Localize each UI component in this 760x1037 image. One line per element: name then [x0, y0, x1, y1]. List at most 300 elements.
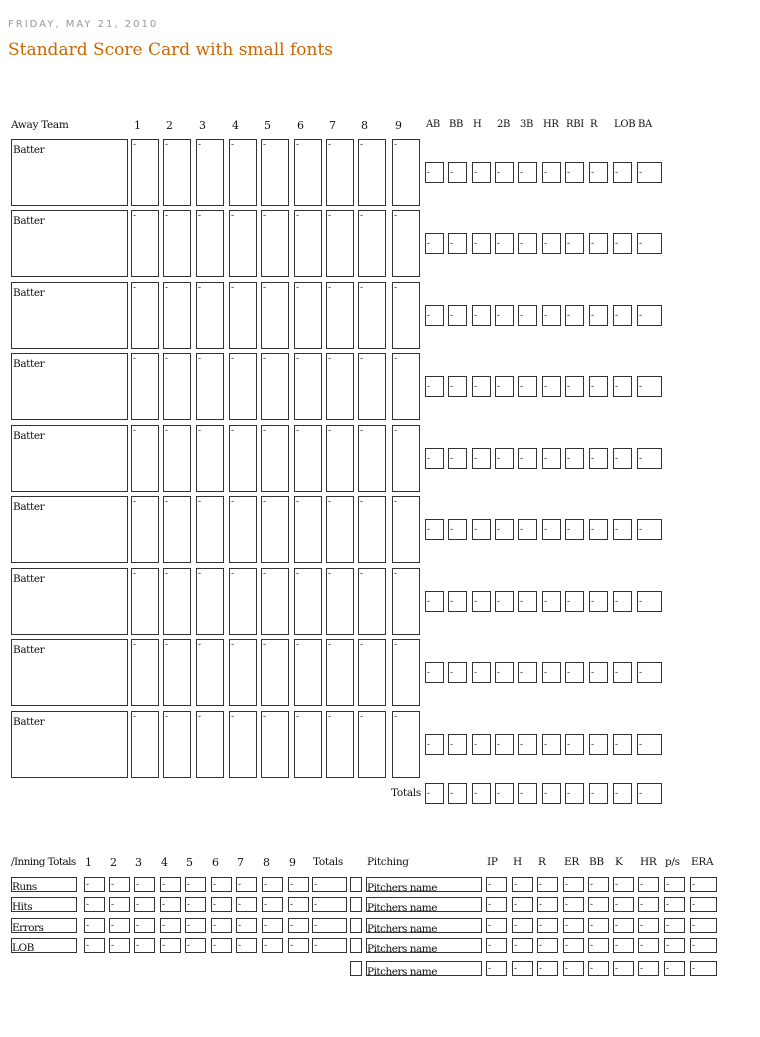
inning-cell[interactable]: [229, 425, 257, 492]
inning-cell[interactable]: [163, 568, 191, 635]
inning-cell[interactable]: [261, 425, 289, 492]
stat-cell-bb[interactable]: [448, 233, 467, 254]
pitching-stat-cell[interactable]: [563, 918, 584, 933]
summary-inning-cell[interactable]: [262, 877, 283, 892]
pitching-stat-cell[interactable]: [537, 961, 558, 976]
pitching-stat-cell[interactable]: [690, 897, 717, 912]
stat-cell-rbi[interactable]: [565, 734, 584, 755]
summary-inning-cell[interactable]: [262, 938, 283, 953]
stat-cell-rbi[interactable]: [565, 519, 584, 540]
pitcher-checkbox[interactable]: [350, 877, 362, 892]
stat-cell-bb[interactable]: [448, 305, 467, 326]
inning-cell[interactable]: [196, 496, 224, 563]
summary-inning-cell[interactable]: [211, 938, 232, 953]
inning-cell[interactable]: [163, 496, 191, 563]
stat-cell-h[interactable]: [472, 519, 491, 540]
stat-cell-2b[interactable]: [495, 519, 514, 540]
stat-cell-lob[interactable]: [613, 233, 632, 254]
pitching-stat-cell[interactable]: [664, 961, 685, 976]
pitching-stat-cell[interactable]: [638, 918, 659, 933]
stat-cell-r[interactable]: [589, 448, 608, 469]
inning-cell[interactable]: [163, 139, 191, 206]
inning-cell[interactable]: [163, 711, 191, 778]
summary-inning-cell[interactable]: [109, 897, 130, 912]
inning-cell[interactable]: [163, 425, 191, 492]
summary-row-label: Hits: [12, 901, 33, 913]
stat-cell-h[interactable]: [472, 162, 491, 183]
stat-cell-hr[interactable]: [542, 233, 561, 254]
summary-inning-cell[interactable]: [160, 938, 181, 953]
pitching-stat-cell[interactable]: [512, 938, 533, 953]
inning-cell[interactable]: [392, 210, 420, 277]
stat-cell-ba[interactable]: [637, 305, 662, 326]
pitching-stat-cell[interactable]: [690, 918, 717, 933]
inning-cell[interactable]: [326, 353, 354, 420]
inning-cell[interactable]: [229, 568, 257, 635]
cell-mark: -: [296, 426, 300, 436]
pitching-stat-cell[interactable]: [512, 897, 533, 912]
totals-cell-r[interactable]: [589, 783, 608, 804]
cell-mark: -: [187, 880, 191, 890]
inning-cell[interactable]: [294, 568, 322, 635]
stat-cell-hr[interactable]: [542, 448, 561, 469]
pitching-stat-cell[interactable]: [664, 918, 685, 933]
summary-row-label: LOB: [12, 942, 34, 954]
pitcher-name-cell[interactable]: [366, 918, 482, 933]
stat-cell-lob[interactable]: [613, 162, 632, 183]
pitching-stat-cell[interactable]: [563, 938, 584, 953]
totals-cell-2b[interactable]: [495, 783, 514, 804]
pitching-stat-cell[interactable]: [690, 877, 717, 892]
inning-cell[interactable]: [229, 639, 257, 706]
stat-cell-2b[interactable]: [495, 734, 514, 755]
stat-cell-ab[interactable]: [425, 448, 444, 469]
totals-cell-h[interactable]: [472, 783, 491, 804]
pitching-stat-cell[interactable]: [588, 938, 609, 953]
pitching-stat-cell[interactable]: [537, 897, 558, 912]
pitching-stat-cell[interactable]: [512, 961, 533, 976]
stat-cell-h[interactable]: [472, 662, 491, 683]
post-title[interactable]: Standard Score Card with small fonts: [8, 40, 334, 60]
stat-cell-2b[interactable]: [495, 448, 514, 469]
stat-cell-hr[interactable]: [542, 376, 561, 397]
stat-cell-r[interactable]: [589, 662, 608, 683]
stat-cell-r[interactable]: [589, 591, 608, 612]
inning-cell[interactable]: [326, 139, 354, 206]
inning-cell[interactable]: [229, 139, 257, 206]
inning-cell[interactable]: [358, 282, 386, 349]
inning-cell[interactable]: [358, 139, 386, 206]
pitching-stat-cell[interactable]: [638, 938, 659, 953]
inning-cell[interactable]: [131, 639, 159, 706]
summary-inning-cell[interactable]: [160, 918, 181, 933]
pitching-stat-cell[interactable]: [588, 877, 609, 892]
summary-inning-cell[interactable]: [84, 897, 105, 912]
stat-cell-rbi[interactable]: [565, 662, 584, 683]
pitching-stat-cell[interactable]: [613, 897, 634, 912]
pitching-stat-cell[interactable]: [537, 877, 558, 892]
pitching-stat-cell[interactable]: [664, 897, 685, 912]
stat-cell-ba[interactable]: [637, 662, 662, 683]
inning-cell[interactable]: [392, 282, 420, 349]
stat-cell-hr[interactable]: [542, 305, 561, 326]
inning-cell[interactable]: [294, 711, 322, 778]
pitching-stat-cell[interactable]: [664, 877, 685, 892]
summary-inning-cell[interactable]: [185, 918, 206, 933]
summary-inning-cell[interactable]: [236, 877, 257, 892]
inning-cell[interactable]: [358, 496, 386, 563]
totals-cell-ab[interactable]: [425, 783, 444, 804]
summary-inning-cell[interactable]: [211, 918, 232, 933]
cell-mark: -: [474, 668, 478, 678]
stat-cell-lob[interactable]: [613, 305, 632, 326]
pitching-stat-cell[interactable]: [690, 938, 717, 953]
summary-inning-cell[interactable]: [109, 938, 130, 953]
inning-cell[interactable]: [358, 353, 386, 420]
stat-cell-lob[interactable]: [613, 519, 632, 540]
inning-cell[interactable]: [392, 496, 420, 563]
inning-cell[interactable]: [392, 711, 420, 778]
stat-cell-rbi[interactable]: [565, 305, 584, 326]
batter-cell[interactable]: [11, 639, 128, 706]
inning-cell[interactable]: [392, 568, 420, 635]
cell-mark: -: [520, 454, 524, 464]
inning-cell[interactable]: [261, 568, 289, 635]
totals-cell-3b[interactable]: [518, 783, 537, 804]
stat-cell-ab[interactable]: [425, 305, 444, 326]
summary-inning-cell[interactable]: [211, 877, 232, 892]
pitching-stat-cell[interactable]: [588, 897, 609, 912]
inning-cell[interactable]: [131, 210, 159, 277]
inning-cell[interactable]: [261, 210, 289, 277]
totals-cell-bb[interactable]: [448, 783, 467, 804]
stat-cell-hr[interactable]: [542, 162, 561, 183]
cell-mark: -: [328, 640, 332, 650]
summary-inning-cell[interactable]: [185, 938, 206, 953]
inning-cell[interactable]: [229, 496, 257, 563]
stat-cell-bb[interactable]: [448, 162, 467, 183]
stat-cell-r[interactable]: [589, 519, 608, 540]
pitching-stat-cell[interactable]: [690, 961, 717, 976]
pitching-stat-cell[interactable]: [486, 877, 507, 892]
pitcher-name-cell[interactable]: [366, 877, 482, 892]
summary-inning-cell[interactable]: [288, 938, 309, 953]
inning-cell[interactable]: [261, 353, 289, 420]
summary-inning-cell[interactable]: [134, 877, 155, 892]
batter-cell[interactable]: [11, 282, 128, 349]
summary-inning-cell[interactable]: [84, 918, 105, 933]
stat-cell-rbi[interactable]: [565, 591, 584, 612]
inning-cell[interactable]: [326, 639, 354, 706]
stat-cell-ab[interactable]: [425, 162, 444, 183]
summary-totals-cell[interactable]: [312, 938, 347, 953]
inning-cell[interactable]: [131, 568, 159, 635]
totals-cell-rbi[interactable]: [565, 783, 584, 804]
pitching-stat-cell[interactable]: [638, 897, 659, 912]
stat-cell-bb[interactable]: [448, 448, 467, 469]
stat-cell-3b[interactable]: [518, 591, 537, 612]
stat-cell-rbi[interactable]: [565, 376, 584, 397]
stat-cell-ba[interactable]: [637, 519, 662, 540]
inning-cell[interactable]: [326, 282, 354, 349]
summary-inning-cell[interactable]: [109, 918, 130, 933]
summary-inning-cell[interactable]: [211, 897, 232, 912]
inning-cell[interactable]: [326, 711, 354, 778]
pitching-stat-cell[interactable]: [563, 897, 584, 912]
stat-cell-lob[interactable]: [613, 376, 632, 397]
inning-cell[interactable]: [392, 139, 420, 206]
stat-cell-ba[interactable]: [637, 162, 662, 183]
summary-totals-cell[interactable]: [312, 918, 347, 933]
stat-cell-bb[interactable]: [448, 591, 467, 612]
inning-cell[interactable]: [131, 282, 159, 349]
stat-cell-ab[interactable]: [425, 233, 444, 254]
summary-inning-cell[interactable]: [185, 897, 206, 912]
inning-cell[interactable]: [294, 425, 322, 492]
pitching-stat-cell[interactable]: [486, 961, 507, 976]
summary-inning-cell[interactable]: [134, 938, 155, 953]
stat-cell-hr[interactable]: [542, 591, 561, 612]
inning-cell[interactable]: [261, 639, 289, 706]
stat-cell-r[interactable]: [589, 376, 608, 397]
stat-cell-h[interactable]: [472, 305, 491, 326]
stat-cell-ba[interactable]: [637, 591, 662, 612]
inning-cell[interactable]: [261, 139, 289, 206]
pitcher-checkbox[interactable]: [350, 897, 362, 912]
inning-cell[interactable]: [392, 353, 420, 420]
inning-cell[interactable]: [358, 425, 386, 492]
inning-cell[interactable]: [196, 282, 224, 349]
stat-cell-lob[interactable]: [613, 662, 632, 683]
inning-cell[interactable]: [358, 568, 386, 635]
stat-cell-hr[interactable]: [542, 734, 561, 755]
batter-cell[interactable]: [11, 568, 128, 635]
pitching-stat-cell[interactable]: [537, 938, 558, 953]
inning-cell[interactable]: [196, 568, 224, 635]
stat-cell-hr[interactable]: [542, 662, 561, 683]
inning-cell[interactable]: [294, 139, 322, 206]
cell-mark: -: [263, 640, 267, 650]
stat-cell-r[interactable]: [589, 734, 608, 755]
inning-cell[interactable]: [261, 282, 289, 349]
pitching-stat-cell[interactable]: [512, 918, 533, 933]
pitcher-checkbox[interactable]: [350, 918, 362, 933]
inning-cell[interactable]: [294, 639, 322, 706]
cell-mark: -: [427, 454, 431, 464]
inning-cell[interactable]: [163, 210, 191, 277]
inning-cell[interactable]: [163, 353, 191, 420]
inning-cell[interactable]: [131, 425, 159, 492]
cell-mark: -: [640, 921, 644, 931]
inning-cell[interactable]: [196, 711, 224, 778]
stat-cell-r[interactable]: [589, 305, 608, 326]
inning-cell[interactable]: [131, 139, 159, 206]
inning-cell[interactable]: [294, 282, 322, 349]
inning-cell[interactable]: [294, 353, 322, 420]
stat-cell-3b[interactable]: [518, 162, 537, 183]
cell-mark: -: [264, 900, 268, 910]
stat-cell-bb[interactable]: [448, 662, 467, 683]
stat-cell-h[interactable]: [472, 734, 491, 755]
pitching-stat-cell[interactable]: [664, 938, 685, 953]
inning-cell[interactable]: [196, 210, 224, 277]
batter-cell[interactable]: [11, 711, 128, 778]
stat-cell-ab[interactable]: [425, 591, 444, 612]
stat-cell-ab[interactable]: [425, 662, 444, 683]
inning-cell[interactable]: [326, 568, 354, 635]
inning-cell[interactable]: [358, 639, 386, 706]
stat-cell-rbi[interactable]: [565, 448, 584, 469]
stat-cell-2b[interactable]: [495, 305, 514, 326]
pitcher-name-cell[interactable]: [366, 897, 482, 912]
inning-cell[interactable]: [326, 210, 354, 277]
pitching-stat-cell[interactable]: [486, 897, 507, 912]
stat-cell-h[interactable]: [472, 376, 491, 397]
stat-cell-bb[interactable]: [448, 376, 467, 397]
summary-inning-cell[interactable]: [262, 918, 283, 933]
stat-cell-ba[interactable]: [637, 448, 662, 469]
pitching-stat-cell[interactable]: [512, 877, 533, 892]
summary-inning-cell[interactable]: [288, 877, 309, 892]
inning-cell[interactable]: [326, 496, 354, 563]
pitching-stat-cell[interactable]: [613, 938, 634, 953]
stat-cell-r[interactable]: [589, 233, 608, 254]
summary-inning-cell[interactable]: [236, 897, 257, 912]
inning-cell[interactable]: [196, 139, 224, 206]
inning-cell[interactable]: [131, 353, 159, 420]
stat-cell-hr[interactable]: [542, 519, 561, 540]
totals-cell-hr[interactable]: [542, 783, 561, 804]
inning-cell[interactable]: [358, 210, 386, 277]
stat-cell-3b[interactable]: [518, 662, 537, 683]
pitcher-name-cell[interactable]: [366, 938, 482, 953]
summary-totals-cell[interactable]: [312, 897, 347, 912]
summary-inning-cell[interactable]: [236, 918, 257, 933]
stat-cell-bb[interactable]: [448, 734, 467, 755]
summary-inning-cell[interactable]: [288, 897, 309, 912]
stat-cell-3b[interactable]: [518, 305, 537, 326]
inning-cell[interactable]: [229, 353, 257, 420]
stat-cell-h[interactable]: [472, 448, 491, 469]
pitching-stat-cell[interactable]: [486, 938, 507, 953]
stat-cell-2b[interactable]: [495, 233, 514, 254]
pitching-stat-cell[interactable]: [537, 918, 558, 933]
cell-mark: -: [591, 597, 595, 607]
inning-cell[interactable]: [261, 711, 289, 778]
summary-inning-cell[interactable]: [134, 918, 155, 933]
totals-cell-lob[interactable]: [613, 783, 632, 804]
stat-cell-rbi[interactable]: [565, 162, 584, 183]
stat-cell-2b[interactable]: [495, 376, 514, 397]
inning-cell[interactable]: [229, 210, 257, 277]
stat-cell-ab[interactable]: [425, 376, 444, 397]
inning-cell[interactable]: [196, 639, 224, 706]
stat-cell-ba[interactable]: [637, 734, 662, 755]
inning-cell[interactable]: [131, 496, 159, 563]
summary-inning-cell[interactable]: [185, 877, 206, 892]
summary-inning-cell[interactable]: [109, 877, 130, 892]
stat-cell-2b[interactable]: [495, 662, 514, 683]
inning-cell[interactable]: [229, 282, 257, 349]
cell-mark: -: [86, 900, 90, 910]
batter-cell[interactable]: [11, 210, 128, 277]
inning-cell[interactable]: [196, 353, 224, 420]
stat-cell-3b[interactable]: [518, 519, 537, 540]
inning-cell[interactable]: [358, 711, 386, 778]
pitching-stat-cell[interactable]: [563, 961, 584, 976]
pitching-stat-cell[interactable]: [588, 961, 609, 976]
inning-cell[interactable]: [392, 639, 420, 706]
summary-inning-cell[interactable]: [236, 938, 257, 953]
summary-inning-cell[interactable]: [84, 938, 105, 953]
batter-cell[interactable]: [11, 139, 128, 206]
pitching-stat-cell[interactable]: [563, 877, 584, 892]
inning-cell[interactable]: [163, 282, 191, 349]
summary-inning-cell[interactable]: [262, 897, 283, 912]
batter-cell[interactable]: [11, 353, 128, 420]
pitcher-name-cell[interactable]: [366, 961, 482, 976]
pitcher-checkbox[interactable]: [350, 961, 362, 976]
pitching-stat-cell[interactable]: [613, 961, 634, 976]
summary-totals-cell[interactable]: [312, 877, 347, 892]
stat-cell-ba[interactable]: [637, 376, 662, 397]
batter-cell[interactable]: [11, 496, 128, 563]
inning-cell[interactable]: [261, 496, 289, 563]
summary-inning-cell[interactable]: [160, 897, 181, 912]
inning-cell[interactable]: [196, 425, 224, 492]
stat-cell-h[interactable]: [472, 233, 491, 254]
stat-cell-ba[interactable]: [637, 233, 662, 254]
pitching-stat-cell[interactable]: [638, 961, 659, 976]
inning-cell[interactable]: [131, 711, 159, 778]
stat-cell-3b[interactable]: [518, 376, 537, 397]
summary-inning-cell[interactable]: [288, 918, 309, 933]
stat-cell-2b[interactable]: [495, 162, 514, 183]
inning-cell[interactable]: [229, 711, 257, 778]
stat-cell-3b[interactable]: [518, 448, 537, 469]
batter-cell[interactable]: [11, 425, 128, 492]
stat-cell-3b[interactable]: [518, 233, 537, 254]
inning-cell[interactable]: [392, 425, 420, 492]
stat-cell-ab[interactable]: [425, 734, 444, 755]
summary-inning-cell[interactable]: [160, 877, 181, 892]
pitching-stat-cell[interactable]: [588, 918, 609, 933]
summary-inning-cell[interactable]: [134, 897, 155, 912]
pitcher-checkbox[interactable]: [350, 938, 362, 953]
inning-cell[interactable]: [294, 496, 322, 563]
pitching-stat-cell[interactable]: [486, 918, 507, 933]
inning-cell[interactable]: [326, 425, 354, 492]
stat-cell-r[interactable]: [589, 162, 608, 183]
inning-cell[interactable]: [163, 639, 191, 706]
stat-cell-lob[interactable]: [613, 448, 632, 469]
stat-cell-ab[interactable]: [425, 519, 444, 540]
summary-inning-cell[interactable]: [84, 877, 105, 892]
inning-cell[interactable]: [294, 210, 322, 277]
pitching-stat-cell[interactable]: [613, 877, 634, 892]
totals-cell-ba[interactable]: [637, 783, 662, 804]
stat-cell-3b[interactable]: [518, 734, 537, 755]
stat-cell-h[interactable]: [472, 591, 491, 612]
pitching-stat-cell[interactable]: [638, 877, 659, 892]
stat-cell-2b[interactable]: [495, 591, 514, 612]
stat-cell-rbi[interactable]: [565, 233, 584, 254]
stat-cell-lob[interactable]: [613, 734, 632, 755]
stat-cell-bb[interactable]: [448, 519, 467, 540]
cell-mark: -: [231, 354, 235, 364]
stat-cell-lob[interactable]: [613, 591, 632, 612]
pitching-stat-cell[interactable]: [613, 918, 634, 933]
